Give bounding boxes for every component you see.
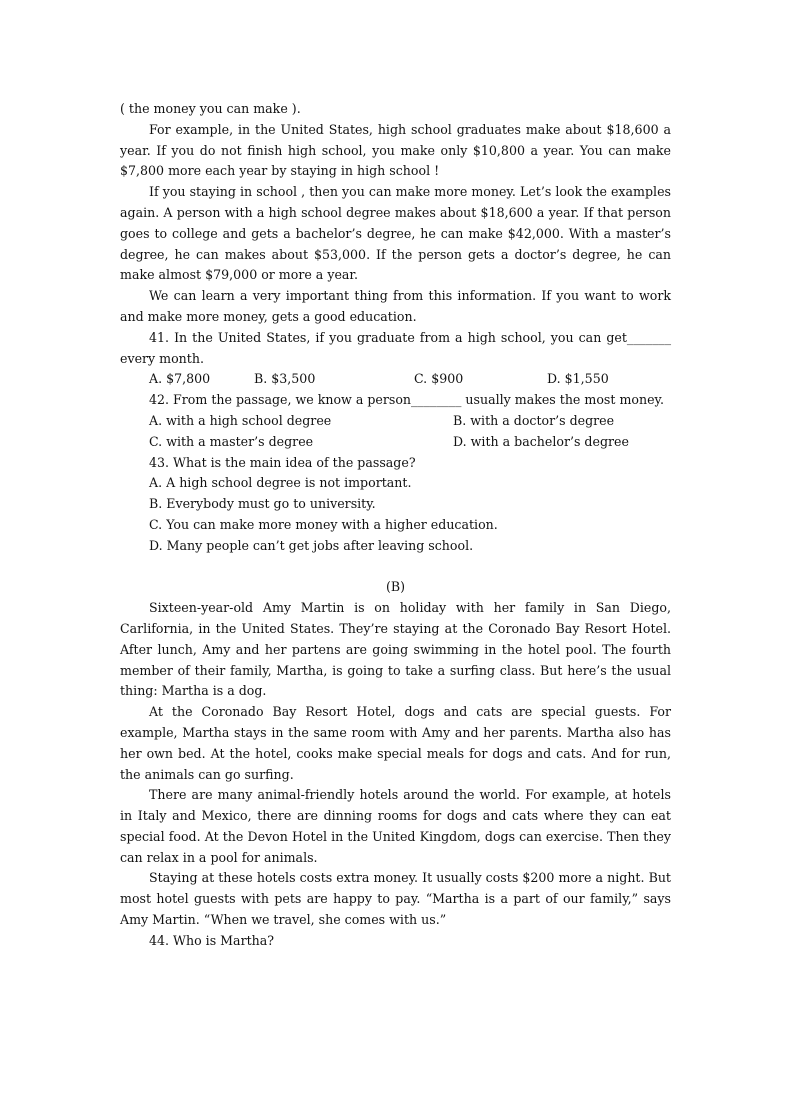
section-gap	[120, 557, 671, 578]
q42-option-d: D. with a bachelor’s degree	[453, 433, 629, 449]
document-page	[120, 99, 671, 952]
question-42-options-row-2	[120, 432, 671, 453]
passage-a-paragraph-1: For example, in the United States, high school graduates make about $18,600 a year. If you do not finish high school, you make only $10,800 a year. You can make $7,800 more each year by staying in high school !	[120, 121, 671, 179]
passage-a-paragraph-2: If you staying in school , then you can make more money. Let’s look the examples again. A person with a high school degree makes about $18,600 a year. If that person goes to college and gets a bachelor’s degree, he can make $42,000. With a master’s degree, he can makes about $53,000. If the person gets a doctor’s degree, he can make almost $79,000 or more a year.	[120, 184, 671, 283]
question-44-stem: 44. Who is Martha?	[149, 932, 275, 948]
q41-option-c: C. $900	[414, 371, 464, 387]
q43-option-d: D. Many people can’t get jobs after leaving school.	[149, 537, 474, 553]
passage-b-paragraph-4: Staying at these hotels costs extra money. It usually costs $200 more a night. But most hotel guests with pets are happy to pay. “Martha is a part of our family,” says Amy Martin. “When we travel, she comes with us.”	[120, 870, 671, 928]
q43-option-b: B. Everybody must go to university.	[149, 496, 376, 512]
q41-option-a: A. $7,800	[149, 371, 211, 387]
q41-option-d: D. $1,550	[547, 371, 609, 387]
passage-a-continuation: ( the money you can make ).	[120, 101, 301, 116]
q43-option-c: C. You can make more money with a higher education.	[149, 516, 498, 532]
passage-a-paragraph-3: We can learn a very important thing from this information. If you want to work and make more money, gets a good education.	[120, 288, 671, 324]
question-41-options	[120, 369, 671, 390]
question-41-stem: 41. In the United States, if you graduate from a high school, you can get_______ every month.	[120, 329, 671, 366]
q42-option-b: B. with a doctor’s degree	[453, 412, 615, 428]
q42-option-c: C. with a master’s degree	[149, 433, 314, 449]
q41-option-b: B. $3,500	[254, 371, 316, 387]
question-43-stem: 43. What is the main idea of the passage?	[149, 454, 416, 470]
q43-option-a: A. A high school degree is not important.	[149, 475, 412, 491]
passage-b-paragraph-3: There are many animal-friendly hotels around the world. For example, at hotels in Italy and Mexico, there are dinning rooms for dogs and cats where they can eat special food. At the Devon Hotel in the United Kingdom, dogs can exercise. Then they can relax in a pool for animals.	[120, 787, 671, 865]
passage-b-paragraph-1: Sixteen-year-old Amy Martin is on holiday with her family in San Diego, Carlifornia, in the United States. They’re staying at the Coronado Bay Resort Hotel. After lunch, Amy and her partens are going swimming in the hotel pool. The fourth member of their family, Martha, is going to take a surfing class. But here’s the usual thing: Martha is a dog.	[120, 600, 671, 699]
q42-option-a: A. with a high school degree	[149, 412, 332, 428]
question-42-stem: 42. From the passage, we know a person________ usually makes the most money.	[149, 392, 664, 408]
passage-b-paragraph-2: At the Coronado Bay Resort Hotel, dogs and cats are special guests. For example, Martha stays in the same room with Amy and her parents. Martha also has her own bed. At the hotel, cooks make special meals for dogs and cats. And for run, the animals can go surfing.	[120, 704, 671, 782]
question-42-options-row-1	[120, 411, 671, 432]
section-b-heading: (B)	[385, 579, 406, 595]
